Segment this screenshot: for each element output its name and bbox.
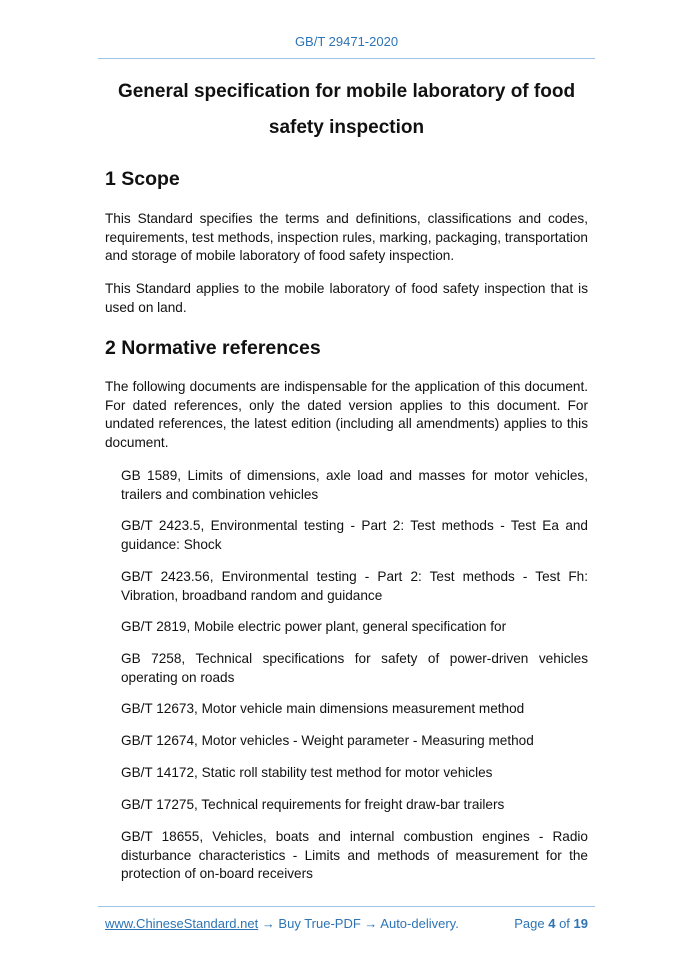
normative-intro-paragraph: The following documents are indispensable for the application of this document. For dated references, only the dated version applies to this document. For undated references, the latest edition (including all amendments) applies to this document. [105,379,588,451]
reference-item: GB 1589, Limits of dimensions, axle load and masses for motor vehicles, trailers and combination vehicles [121,468,588,502]
section-heading-scope: 1 Scope [105,168,180,190]
reference-item: GB/T 14172, Static roll stability test method for motor vehicles [121,765,493,780]
footer-rule [98,906,595,907]
header-standard-code: GB/T 29471-2020 [294,34,399,49]
reference-item: GB/T 17275, Technical requirements for freight draw-bar trailers [121,797,505,812]
scope-paragraph-1: This Standard specifies the terms and definitions, classifications and codes, requirements, test methods, inspection rules, marking, packaging, transportation and storage of mobile laboratory of food safety inspection. [105,211,588,264]
website-link[interactable]: www.ChineseStandard.net [105,916,259,931]
page-label: Page [514,916,545,931]
scope-paragraph-2: This Standard applies to the mobile laboratory of food safety inspection that is used on land. [105,281,588,315]
footer-promo: → Buy True-PDF → Auto-delivery. [258,916,459,931]
reference-item: GB/T 2423.5, Environmental testing - Part 2: Test methods - Test Ea and guidance: Shock [121,518,588,552]
of-label: of [559,916,570,931]
page-number: 4 [548,916,556,931]
header-rule [98,58,595,59]
reference-item: GB/T 12674, Motor vehicles - Weight parameter - Measuring method [121,733,534,748]
title-line-1: General specification for mobile laboratory of food [117,81,576,102]
reference-item: GB/T 12673, Motor vehicle main dimensions measurement method [121,701,525,716]
footer [105,916,588,931]
reference-item: GB/T 2423.56, Environmental testing - Part 2: Test methods - Test Fh: Vibration, broadband random and guidance [121,569,588,603]
page-total: 19 [573,916,588,931]
title-line-2: safety inspection [268,117,425,138]
reference-item: GB/T 18655, Vehicles, boats and internal combustion engines - Radio disturbance characteristics - Limits and methods of measurement for the protection of on-board receivers [121,829,588,882]
reference-item: GB/T 2819, Mobile electric power plant, general specification for [121,619,507,634]
reference-item: GB 7258, Technical specifications for safety of power-driven vehicles operating on roads [121,651,588,685]
page-indicator [514,916,588,931]
section-heading-normative-references: 2 Normative references [105,337,321,359]
